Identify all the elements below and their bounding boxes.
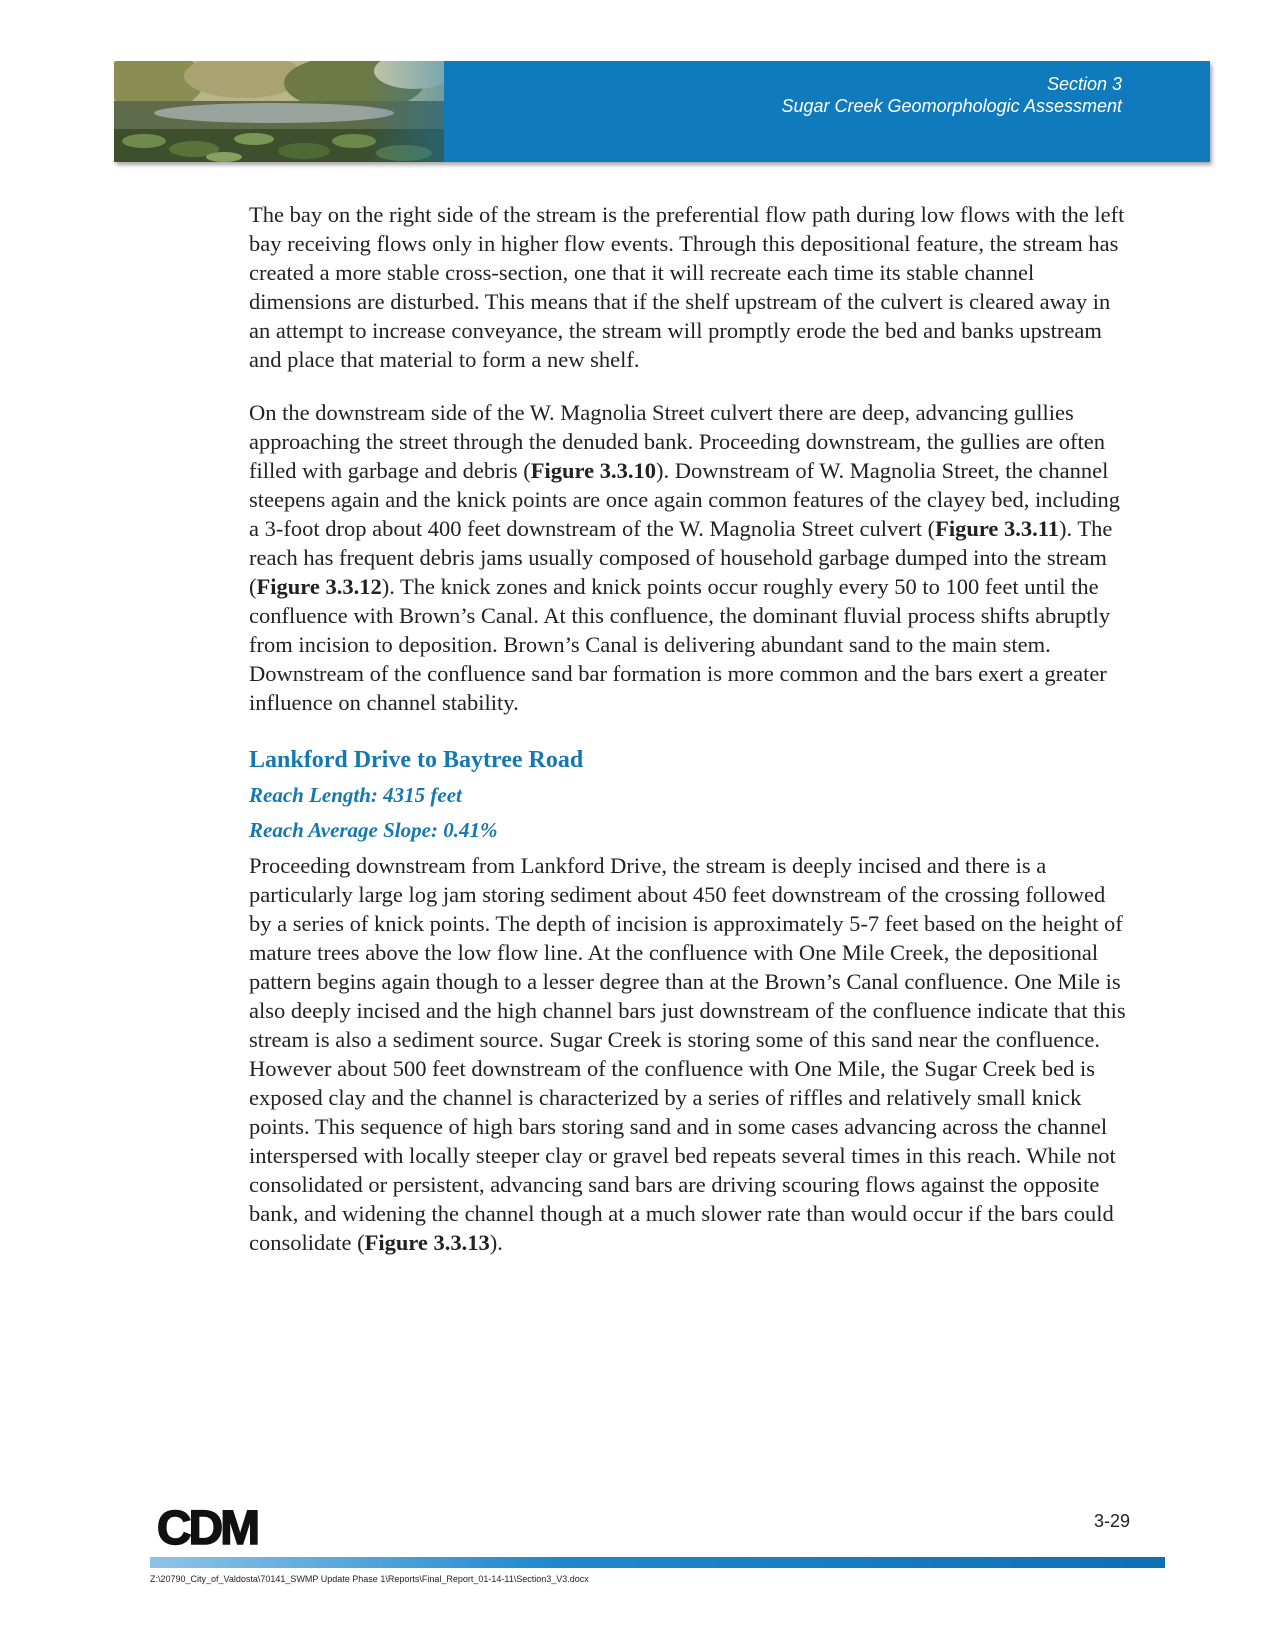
header-photo-fade	[364, 61, 554, 162]
cdm-logo	[150, 1504, 265, 1550]
paragraph-2-text-d: ). The knick zones and knick points occur roughly every 50 to 100 feet until the confluence with Brown’s Canal. At this confluence, the dominant fluvial process shifts abruptly from incision to deposition. Brown’s Canal is delivering abundant sand to the main stem. Downstream of the confluence sand bar formation is more common and the bars exert a greater influence on channel stability.	[249, 574, 1111, 715]
paragraph-3-text-b: ).	[489, 1230, 503, 1255]
footer-bar	[150, 1557, 1165, 1568]
paragraph-3	[249, 851, 1129, 1257]
paragraph-2	[249, 398, 1129, 717]
document-body	[249, 200, 1129, 1281]
paragraph-1: The bay on the right side of the stream is the preferential flow path during low flows with the left bay receiving flows only in higher flow events. Through this depositional feature, the stream has created a more stable cross-section, one that it will recreate each time its stable channel dimensions are disturbed. This means that if the shelf upstream of the culvert is cleared away in an attempt to increase conveyance, the stream will promptly erode the bed and banks upstream and place that material to form a new shelf.	[249, 202, 1125, 372]
section-subtitle: Sugar Creek Geomorphologic Assessment	[781, 96, 1122, 116]
reach-length-heading: Reach Length: 4315 feet	[249, 783, 462, 807]
paragraph-2-text-a: On the downstream side of the W. Magnolia Street culvert there are deep, advancing gullies approaching the street through the denuded bank. Proceeding downstream, the gullies are often filled with garbage and debris (	[249, 400, 1105, 483]
page-header	[114, 61, 1210, 162]
figure-ref-3-3-10: Figure 3.3.10	[530, 458, 656, 483]
page-number: 3-29	[1093, 1511, 1130, 1531]
figure-ref-3-3-11: Figure 3.3.11	[935, 516, 1060, 541]
section-heading: Lankford Drive to Baytree Road	[249, 747, 584, 773]
file-path: Z:\20790_City_of_Valdosta\70141_SWMP Update Phase 1\Reports\Final_Report_01-14-11\Section3_V3.docx	[150, 1574, 589, 1584]
paragraph-3-text-a: Proceeding downstream from Lankford Drive, the stream is deeply incised and there is a particularly large log jam storing sediment about 450 feet downstream of the crossing followed by a series of knick points. The depth of incision is approximately 5-7 feet based on the height of mature trees above the low flow line. At the confluence with One Mile Creek, the depositional pattern begins again though to a lesser degree than at the Brown’s Canal confluence. One Mile is also deeply incised and the high channel bars just downstream of the confluence indicate that this stream is also a sediment source. Sugar Creek is storing some of this sand near the confluence. However about 500 feet downstream of the confluence with One Mile, the Sugar Creek bed is exposed clay and the channel is characterized by a series of riffles and relatively small knick points. This sequence of high bars storing sand and in some cases advancing across the channel interspersed with locally steeper clay or gravel bed repeats several times in this reach. While not consolidated or persistent, advancing sand bars are driving scouring flows against the opposite bank, and widening the channel though at a much slower rate than would occur if the bars could consolidate (	[249, 853, 1126, 1255]
cdm-logo-mark	[150, 1504, 265, 1550]
section-number: Section 3	[1046, 74, 1122, 94]
figure-ref-3-3-13: Figure 3.3.13	[364, 1230, 490, 1255]
cdm-logo-text: CDM	[156, 1504, 258, 1550]
paragraph-2-text-b: ). Downstream of W. Magnolia Street, the channel steepens again and the knick points are once again common features of the clayey bed, including a 3-foot drop about 400 feet downstream of the W. Magnolia Street culvert (	[249, 458, 1120, 541]
reach-slope-heading: Reach Average Slope: 0.41%	[249, 818, 498, 842]
paragraph-2-text-c: ). The reach has frequent debris jams usually composed of household garbage dumped into the stream (	[249, 516, 1113, 599]
header-title	[782, 73, 1123, 117]
figure-ref-3-3-12: Figure 3.3.12	[256, 574, 382, 599]
